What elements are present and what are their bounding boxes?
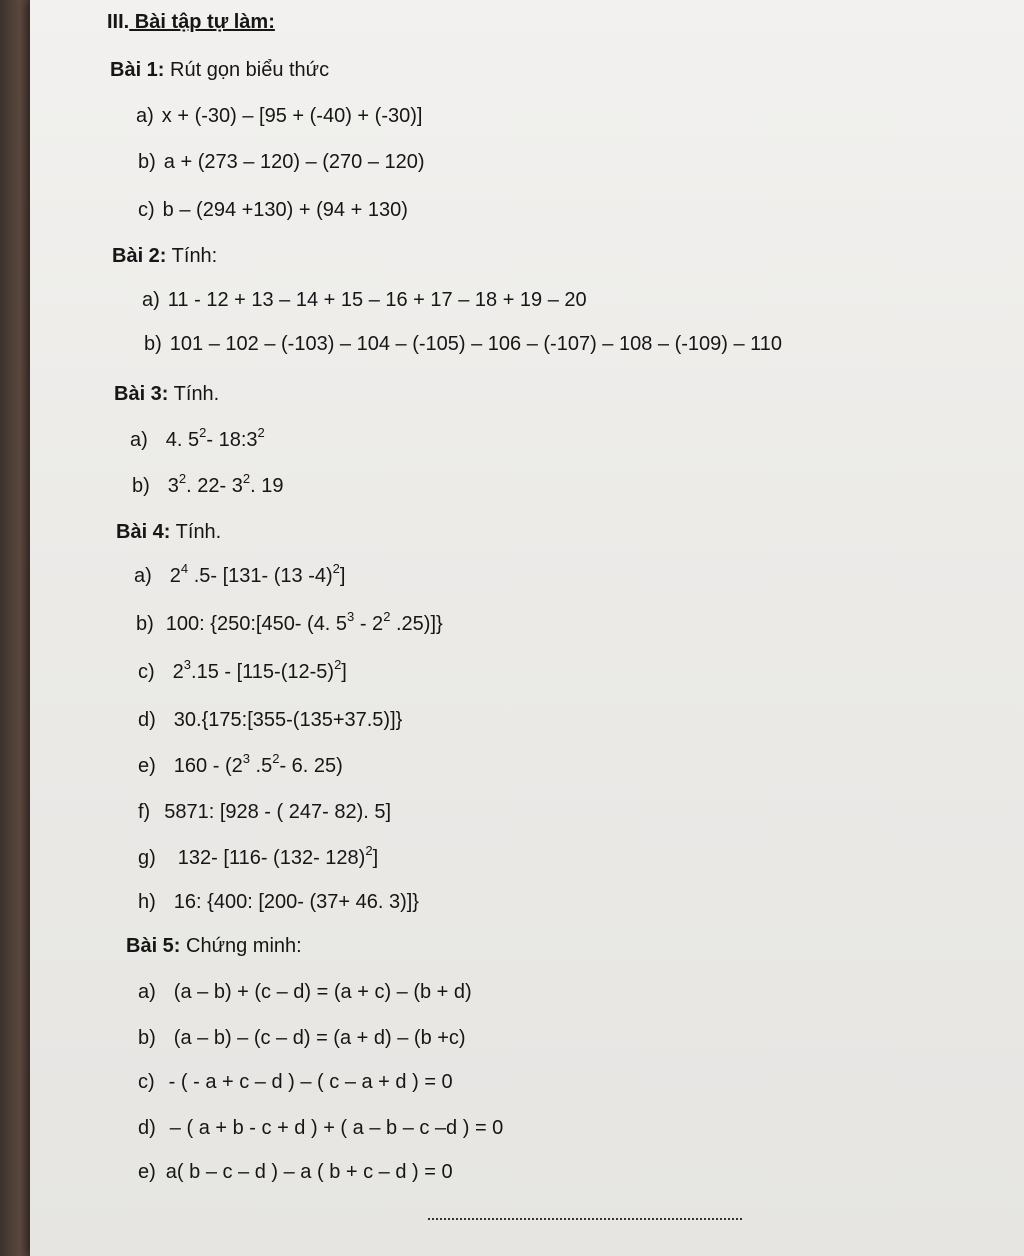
item-expression: 5871: [928 - ( 247- 82). 5]	[164, 801, 392, 823]
item-expression: a( b – c – d ) – a ( b + c – d ) = 0	[165, 1161, 453, 1183]
section-heading	[107, 10, 275, 34]
exercise-5-instruction: Chứng minh:	[180, 935, 302, 957]
item-label: b)	[138, 1027, 156, 1049]
exercise-1-instruction: Rút gọn biểu thức	[164, 59, 330, 81]
item-label: a)	[138, 981, 156, 1003]
exercise-5-item-b	[138, 1026, 466, 1050]
exercise-1-item-a	[136, 104, 422, 128]
exercise-1-title	[110, 58, 329, 82]
item-label: b)	[136, 613, 154, 635]
exercise-1-number: Bài 1:	[110, 59, 165, 81]
exercise-3-instruction: Tính.	[168, 383, 220, 405]
exercise-4-item-b	[136, 609, 443, 636]
item-expression: $2^3.15 - [115-(12-5)^2]$	[172, 657, 347, 683]
item-expression: (a – b) + (c – d) = (a + c) – (b + d)	[173, 981, 472, 1003]
section-number: III.	[107, 11, 130, 33]
item-label: e)	[138, 755, 156, 777]
exercise-5-number: Bài 5:	[126, 935, 181, 957]
item-label: b)	[144, 333, 162, 355]
item-expression: 4. $5^2-$ $18:3^2$	[165, 425, 265, 451]
exercise-4-item-d	[138, 708, 402, 732]
item-expression: 16: {400: [200- (37+ 46. 3)]}	[173, 891, 419, 913]
item-expression: a + (273 – 120) – (270 – 120)	[163, 151, 425, 173]
exercise-2-number: Bài 2:	[112, 245, 167, 267]
exercise-5-title	[126, 934, 302, 958]
item-label: e)	[138, 1161, 156, 1183]
exercise-5-item-e	[138, 1160, 453, 1184]
item-label: c)	[138, 661, 155, 683]
exercise-4-number: Bài 4:	[116, 521, 171, 543]
item-expression: - ( - a + c – d ) – ( c – a + d ) = 0	[168, 1071, 453, 1093]
exercise-4-item-f	[138, 800, 391, 824]
item-label: a)	[134, 565, 152, 587]
item-label: c)	[138, 199, 155, 221]
exercise-2-instruction: Tính:	[166, 245, 218, 267]
worksheet-paper	[30, 0, 1024, 1256]
exercise-2-item-a	[142, 288, 587, 312]
exercise-1-item-b	[138, 150, 425, 174]
exercise-4-item-c	[138, 657, 347, 684]
exercise-3-item-a	[130, 425, 265, 452]
item-expression: 30.{175:[355-(135+37.5)]}	[173, 709, 403, 731]
item-expression: x + (-30) – [95 + (-40) + (-30)]	[161, 105, 423, 127]
item-expression: b – (294 +130) + (94 + 130)	[162, 199, 408, 221]
exercise-3-item-b	[132, 471, 284, 498]
item-label: a)	[136, 105, 154, 127]
item-label: h)	[138, 891, 156, 913]
item-expression: $2^4$ .5- [131- (13 -4)$^2$]	[169, 561, 346, 587]
item-expression: $3^2$. 22- $3^2$. 19	[167, 471, 284, 497]
section-title: Bài tập tự làm:	[129, 11, 275, 33]
exercise-2-title	[112, 244, 217, 268]
item-label: d)	[138, 1117, 156, 1139]
item-label: a)	[142, 289, 160, 311]
exercise-2-item-b	[144, 332, 782, 356]
exercise-3-number: Bài 3:	[114, 383, 169, 405]
exercise-4-item-e	[138, 751, 343, 778]
item-label: f)	[138, 801, 151, 823]
item-expression: – ( a + b - c + d ) + ( a – b – c –d ) = 0	[169, 1117, 504, 1139]
item-label: b)	[132, 475, 150, 497]
exercise-3-title	[114, 382, 219, 406]
exercise-4-item-g	[138, 843, 379, 870]
item-label: d)	[138, 709, 156, 731]
dotted-end-line	[428, 1218, 742, 1220]
exercise-4-instruction: Tính.	[170, 521, 222, 543]
exercise-5-item-a	[138, 980, 472, 1004]
item-label: g)	[138, 847, 156, 869]
exercise-4-title	[116, 520, 221, 544]
exercise-4-item-a	[134, 561, 346, 588]
item-expression: 100: {250:[450- (4. $5^3 - 2^2$ .25)]}	[165, 609, 443, 635]
exercise-4-item-h	[138, 890, 419, 914]
item-label: b)	[138, 151, 156, 173]
item-label: a)	[130, 429, 148, 451]
item-expression: 101 – 102 – (-103) – 104 – (-105) – 106 – (-107) – 108 – (-109) – 110	[169, 333, 783, 355]
item-expression: 132- [116- (132- 128)$^2$]	[177, 843, 379, 869]
item-expression: 11 - 12 + 13 – 14 + 15 – 16 + 17 – 18 + 19 – 20	[167, 289, 587, 311]
exercise-5-item-c	[138, 1070, 453, 1094]
exercise-1-item-c	[138, 198, 408, 222]
item-expression: $160 - (2^3$ $.5^2-$ 6. 25)	[173, 751, 343, 777]
item-expression: (a – b) – (c – d) = (a + d) – (b +c)	[173, 1027, 466, 1049]
item-label: c)	[138, 1071, 155, 1093]
exercise-5-item-d	[138, 1116, 503, 1140]
